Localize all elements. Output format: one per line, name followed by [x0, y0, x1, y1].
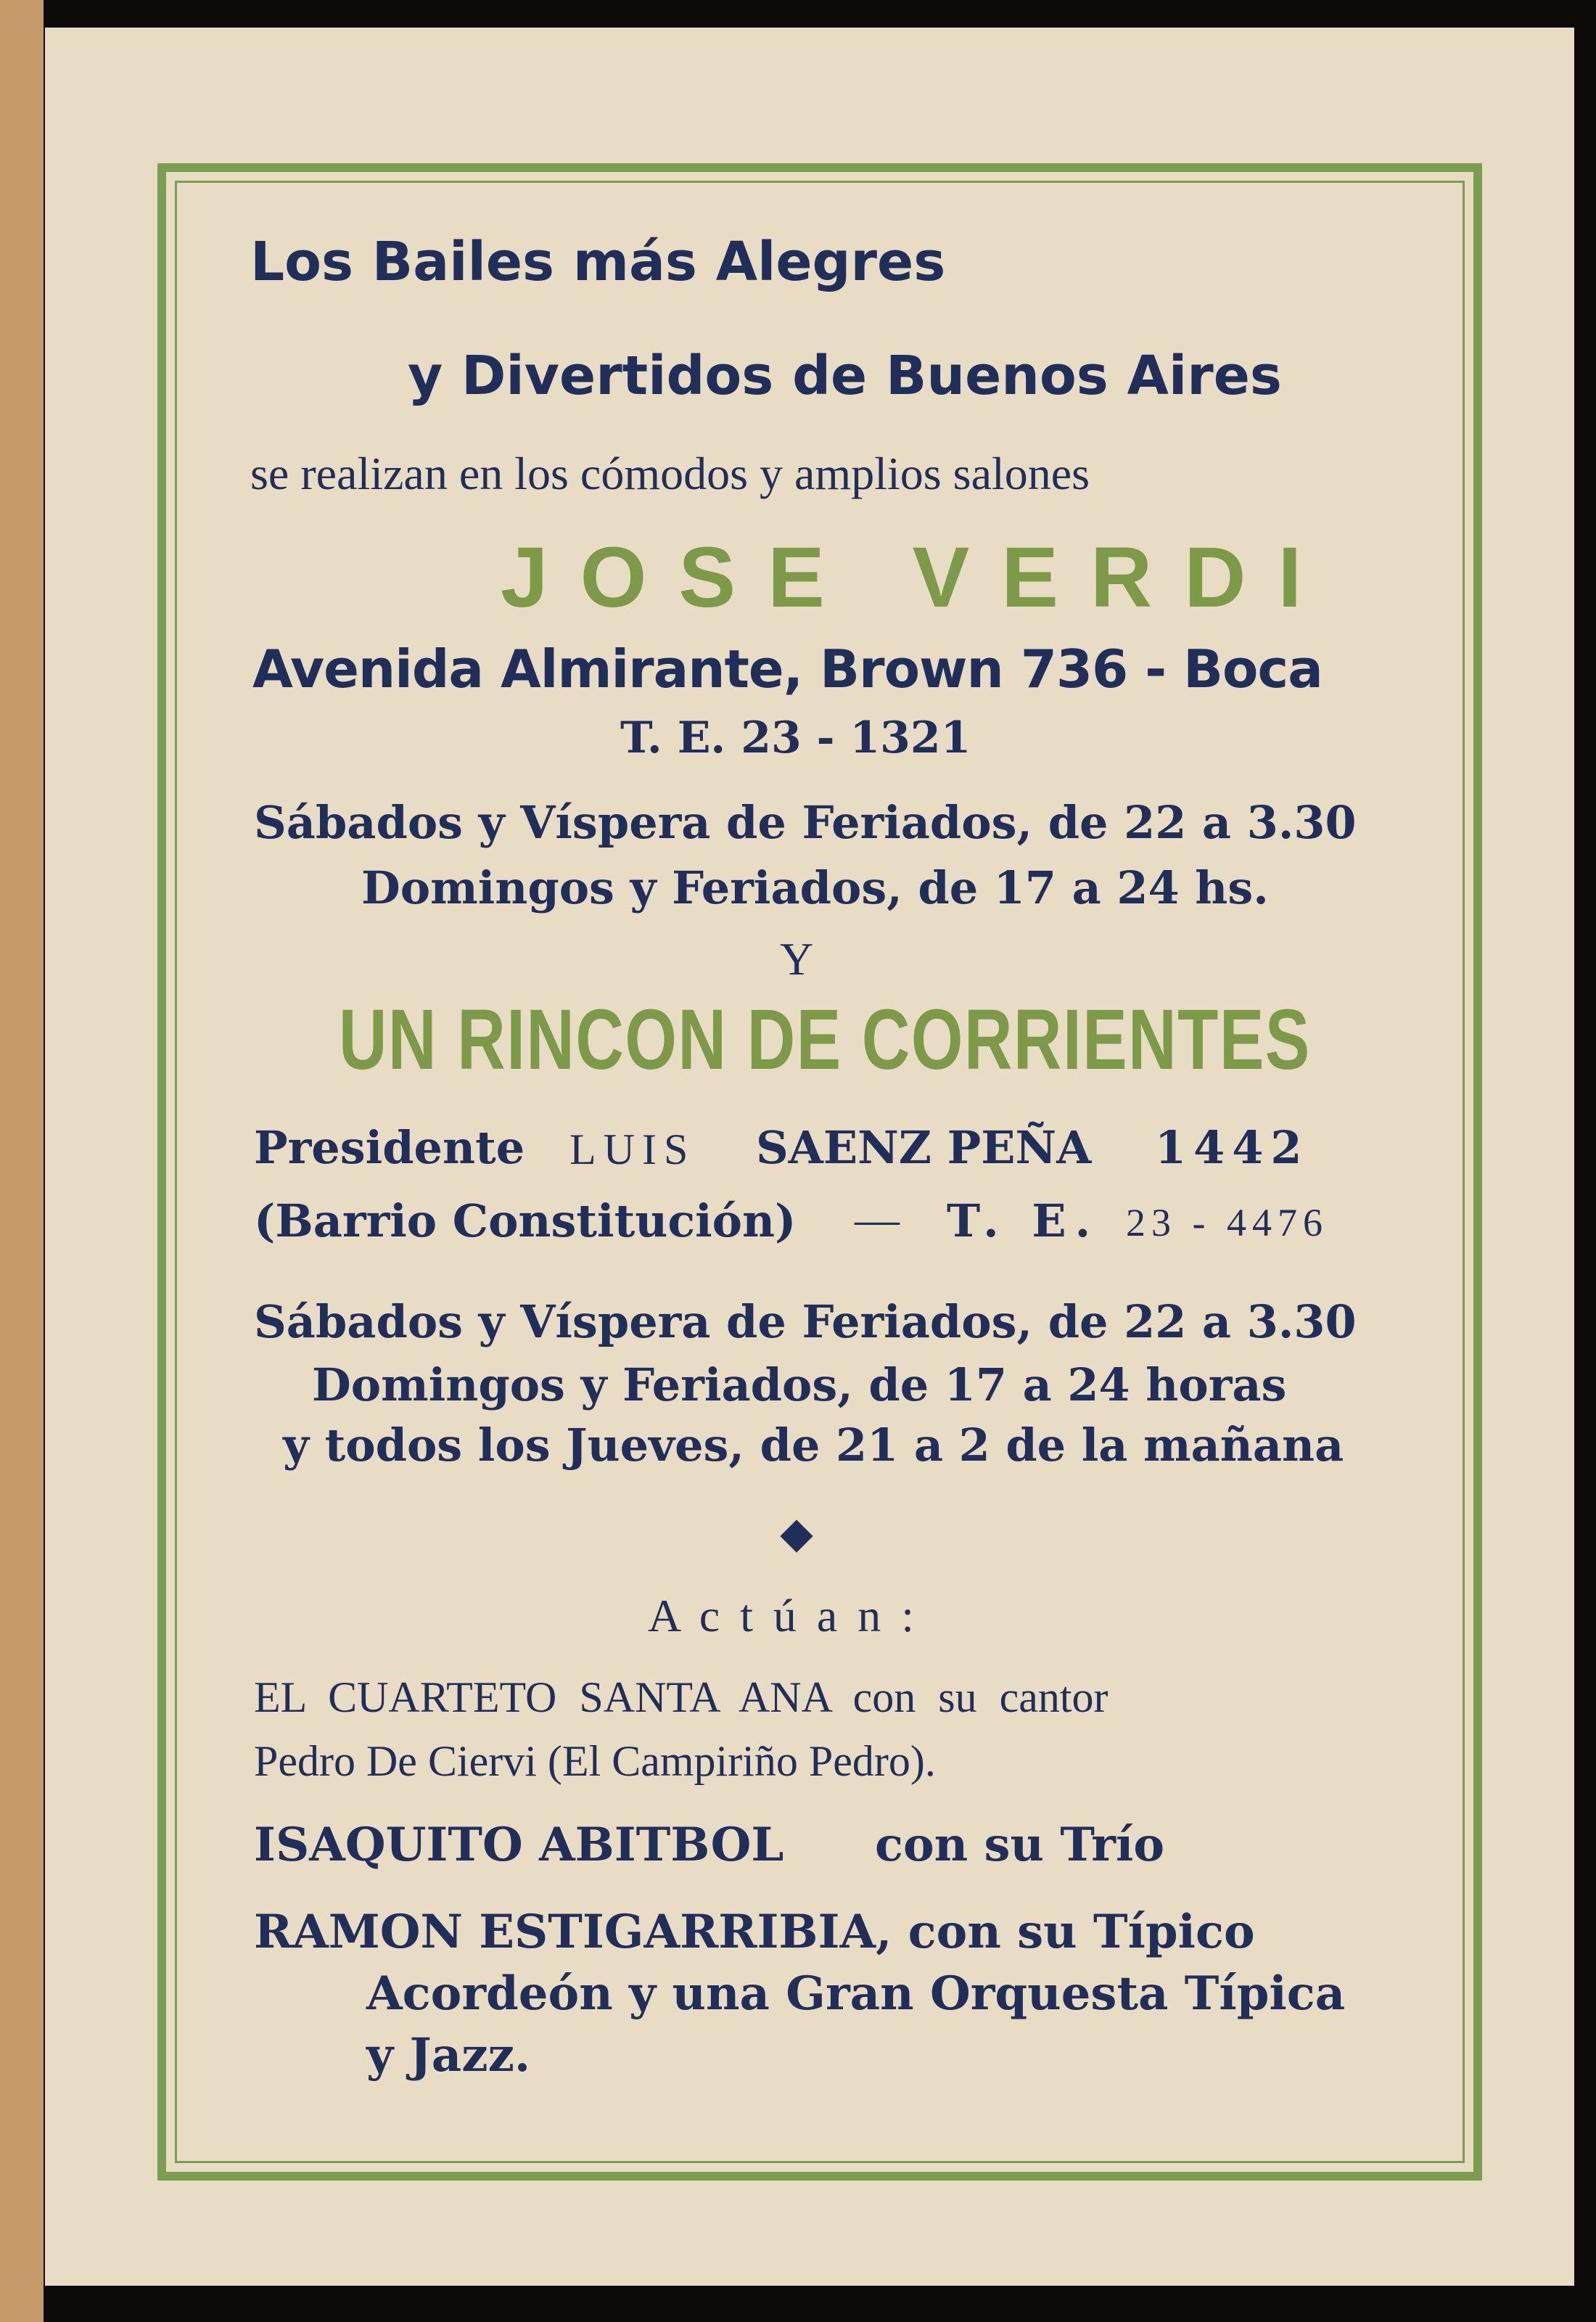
- venue2-barrio: (Barrio Constitución): [254, 1194, 797, 1247]
- heading-subtitle: se realizan en los cómodos y amplios salones: [250, 448, 1090, 499]
- venue2-address-street: SAENZ PEÑA: [756, 1121, 1092, 1174]
- venue2-schedule2: Domingos y Feriados, de 17 a 24 horas: [312, 1358, 1287, 1411]
- performer3-line2: Acordeón y una Gran Orquesta Típica: [366, 1966, 1346, 2021]
- performer1-line1: EL CUARTETO SANTA ANA con su cantor: [254, 1673, 1108, 1721]
- venue2-phone-label: T. E.: [947, 1194, 1100, 1247]
- venue2-dash: —: [855, 1195, 900, 1244]
- heading-line2: y Divertidos de Buenos Aires: [408, 345, 1282, 407]
- performer1-line2: Pedro De Ciervi (El Campiriño Pedro).: [254, 1737, 936, 1785]
- venue2-address-number: 1442: [1155, 1121, 1309, 1174]
- book-spine-edge: [0, 0, 44, 2322]
- venue2-schedule1: Sábados y Víspera de Feriados, de 22 a 3.30: [254, 1295, 1357, 1348]
- venue2-address-luis: LUIS: [569, 1125, 696, 1173]
- venue2-schedule3: y todos los Jueves, de 21 a 2 de la mañana: [283, 1419, 1344, 1472]
- performer2-rest: con su Trío: [875, 1818, 1164, 1872]
- venue1-phone: T. E. 23 - 1321: [620, 713, 971, 763]
- connector-y: Y: [780, 933, 814, 985]
- venue1-schedule2: Domingos y Feriados, de 17 a 24 hs.: [361, 861, 1269, 914]
- venue1-schedule1: Sábados y Víspera de Feriados, de 22 a 3.30: [254, 796, 1357, 849]
- performers-title: A c t ú a n :: [648, 1590, 919, 1641]
- performer2-name: ISAQUITO ABITBOL: [254, 1818, 784, 1872]
- venue2-phone-number: 23 - 4476: [1126, 1201, 1328, 1244]
- performer3-line3: y Jazz.: [366, 2028, 531, 2083]
- heading-line1: Los Bailes más Alegres: [250, 231, 946, 293]
- venue2-name: UN RINCON DE CORRIENTES: [339, 992, 1311, 1088]
- venue1-name: JOSE VERDI: [501, 530, 1334, 625]
- venue1-address: Avenida Almirante, Brown 736 - Boca: [252, 639, 1323, 700]
- venue2-address-prefix: Presidente: [254, 1121, 525, 1174]
- performer3-line1: RAMON ESTIGARRIBIA, con su Típico: [254, 1905, 1255, 1959]
